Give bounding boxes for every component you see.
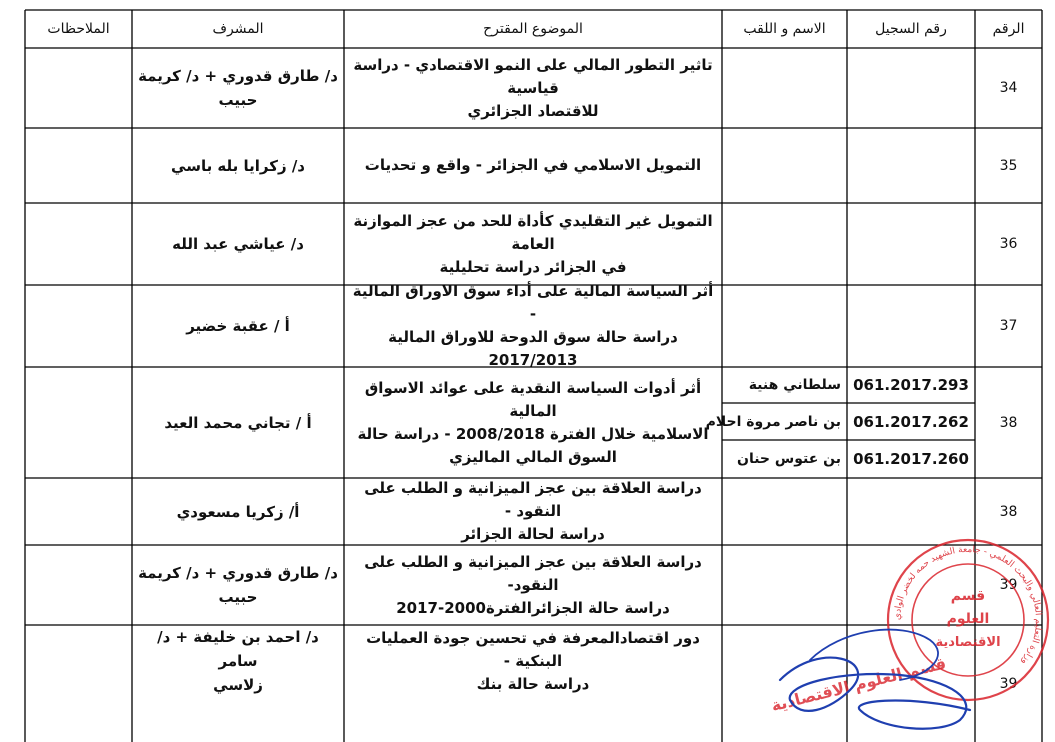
row-topic xyxy=(344,625,722,697)
topic-line: تاثير التطور المالي على النمو الاقتصادي - دراسة قياسية xyxy=(353,55,713,97)
row-supervisor xyxy=(132,285,344,367)
row-topic xyxy=(344,367,722,478)
row-topic xyxy=(344,478,722,545)
topic-line: السوق المالي الماليزي xyxy=(449,447,617,466)
topic-line: أثر أدوات السياسة النقدية على عوائد الاسواق المالية xyxy=(364,378,702,420)
row-supervisor xyxy=(132,625,344,697)
topic-line: دراسة العلاقة بين عجز الميزانية و الطلب على النقود - xyxy=(364,479,702,520)
row-number: 34 xyxy=(999,80,1018,96)
supervisor-line: د/ احمد بن خليفة + د/ سامر xyxy=(157,628,319,670)
row-number: 39 xyxy=(999,675,1018,692)
stamp-center-line: العلوم xyxy=(946,611,990,627)
topic-line: التمويل غير التقليدي كأداة للحد من عجز الموازنة العامة xyxy=(353,211,713,253)
topic-line: في الجزائر دراسة تحليلية xyxy=(439,257,627,276)
row-supervisor xyxy=(132,367,344,478)
supervisor-line: د/ عياشي عبد الله xyxy=(172,235,304,253)
supervisor-line: حبيب xyxy=(218,91,258,109)
student-name: بن عتوس حنان xyxy=(737,451,841,467)
row-number: 39 xyxy=(999,577,1018,593)
supervisor-line: د/ طارق قدوري + د/ كريمة xyxy=(138,67,338,85)
student-name: بن ناصر مروة احلام xyxy=(705,413,841,430)
topic-line: دراسة العلاقة بين عجز الميزانية و الطلب على النقود- xyxy=(364,552,702,594)
topic-line: دراسة حالة بنك xyxy=(476,674,590,693)
registration-number: 061.2017.262 xyxy=(853,412,969,431)
supervisor-line: د/ طارق قدوري + د/ كريمة xyxy=(138,564,338,582)
supervisor-line: أ/ زكريا مسعودي xyxy=(176,502,300,521)
row-number: 38 xyxy=(999,503,1018,520)
topic-line: دراسة حالة سوق الدوحة للاوراق المالية 2017/2013 xyxy=(388,328,678,369)
header-name: الاسم و اللقب xyxy=(743,21,826,37)
row-topic xyxy=(344,128,722,203)
row-supervisor xyxy=(132,203,344,285)
registration-number: 061.2017.293 xyxy=(853,376,969,394)
supervisor-line: أ / تجاني محمد العيد xyxy=(164,413,312,432)
topic-line: دراسة لحالة الجزائر xyxy=(461,525,605,543)
row-number: 38 xyxy=(999,414,1018,431)
stamp-center-line: قسم xyxy=(950,588,986,604)
header-topic: الموضوع المقترح xyxy=(483,21,583,37)
header-number: الرقم xyxy=(992,21,1025,37)
supervisor-line: حبيب xyxy=(218,588,258,606)
row-number: 35 xyxy=(999,157,1018,174)
row-supervisor xyxy=(132,128,344,203)
row-topic xyxy=(344,282,722,369)
topic-line: أثر السياسة المالية على أداء سوق الاوراق المالية - xyxy=(352,282,714,323)
header-supervisor: المشرف xyxy=(212,21,264,37)
row-number: 36 xyxy=(999,236,1018,252)
student-name: سلطاني هنية xyxy=(748,377,841,393)
row-topic xyxy=(344,48,722,128)
supervisor-line: د/ زكرايا بله باسي xyxy=(171,156,305,175)
header-notes: الملاحظات xyxy=(47,21,110,37)
topic-line: دور اقتصادالمعرفة في تحسين جودة العمليات البنكية - xyxy=(366,628,700,670)
stamp-center-line: الاقتصادية xyxy=(935,635,1001,650)
supervisor-line: أ / عقبة خضير xyxy=(186,317,290,335)
supervisor-line: زلاسي xyxy=(213,676,263,694)
topic-line: للاقتصاد الجزائري xyxy=(467,101,599,120)
registration-number: 061.2017.260 xyxy=(853,450,969,468)
stamp-bottom-text: قسم العلوم الاقتصادية xyxy=(769,653,948,716)
row-topic xyxy=(344,203,722,285)
row-supervisor xyxy=(132,545,344,625)
topic-line: التمويل الاسلامي في الجزائر - واقع و تحديات xyxy=(364,156,702,174)
topic-line: الاسلامية خلال الفترة 2008/2018 - دراسة حالة xyxy=(357,424,709,443)
stamp-ring-text: وزارة التعليم العالي والبحث العلمي - جامعة الشهيد حمه لخضر الوادي xyxy=(892,544,1044,667)
signature-area xyxy=(700,600,1020,742)
header-registration: رقم السجيل xyxy=(875,21,947,37)
row-supervisor xyxy=(132,478,344,545)
topic-line: دراسة حالة الجزائرالفترة2000-2017 xyxy=(396,598,670,617)
row-topic xyxy=(344,545,722,625)
row-number: 37 xyxy=(999,318,1018,334)
row-supervisor xyxy=(132,48,344,128)
